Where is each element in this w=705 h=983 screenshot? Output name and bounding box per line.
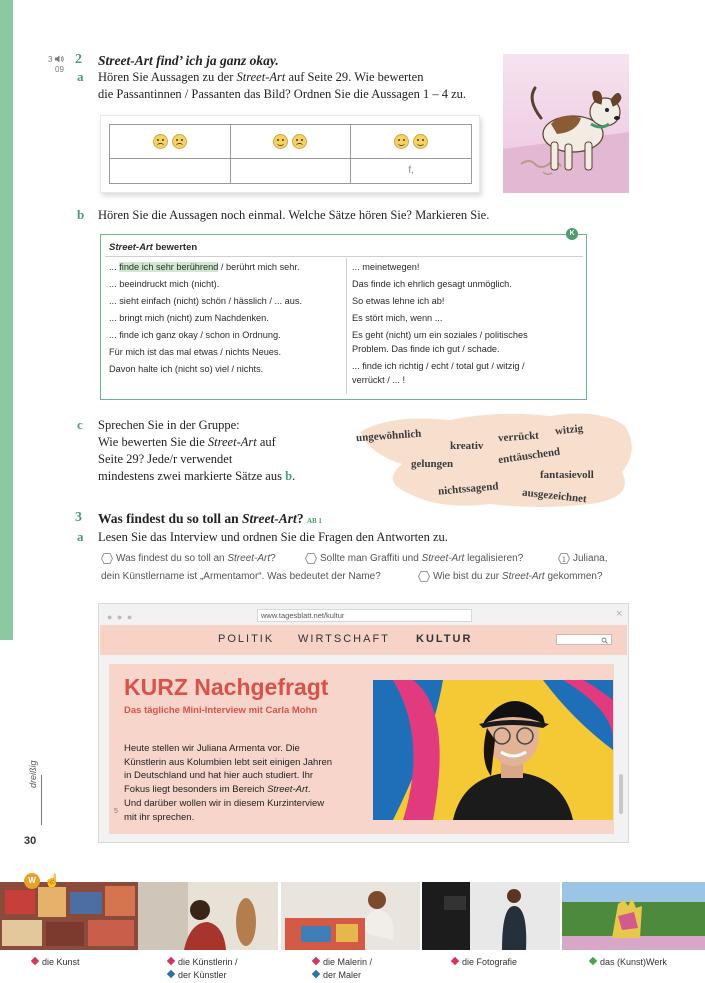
rating-answer-cell[interactable] — [110, 158, 231, 183]
phrase-item[interactable]: ... beeindruckt mich (nicht). — [109, 279, 220, 289]
question-option-3-continued: dein Künstlername ist „Armentamor“. Was bedeutet der Name? — [101, 571, 381, 582]
masculine-marker-icon — [167, 970, 175, 978]
phrase-list-left — [109, 260, 302, 376]
exercise-3-title: Was findest du so toll an Street-Art? AB 1 — [98, 511, 322, 526]
rating-table — [100, 115, 480, 193]
word-enttaeuschend: enttäuschend — [497, 445, 561, 467]
hexagon-answer-field-icon[interactable] — [418, 571, 430, 582]
highlighted-phrase: finde ich sehr berührend — [119, 262, 219, 272]
phrase-item[interactable]: ... finde ich ganz okay / schon in Ordnung. — [109, 330, 281, 340]
word-fantasievoll: fantasievoll — [540, 469, 594, 481]
exercise-3a-letter: a — [77, 529, 84, 544]
vocab-item-kunstwerk: das (Kunst)Werk — [590, 956, 667, 969]
instruction-line-1: Hören Sie Aussagen zu der Street-Art auf Seite 29. Wie bewerten — [98, 70, 424, 84]
close-icon[interactable]: × — [616, 608, 623, 620]
instruction-line-4: mindestens zwei markierte Sätze aus b. — [98, 469, 296, 483]
article-body: Heute stellen wir Juliana Armenta vor. Die Künstlerin aus Kolumbien lebt seit einigen Jahren in Deutschland und hat hier auch studiert. Ihr Fokus liegt besonders im Bereich Street-Art. Und darüber wollen wir in diesem Kurzinterview mit ihr sprechen. — [124, 743, 333, 823]
vocab-item-fotografie: die Fotografie — [452, 956, 517, 969]
phrase-item[interactable]: So etwas lehne ich ab! — [352, 296, 445, 306]
phrase-box-column-divider — [346, 258, 347, 394]
question-option-1[interactable]: Was findest du so toll an Street-Art? — [101, 553, 276, 564]
sad-face-icon — [172, 134, 187, 149]
kompetenz-badge: K — [566, 228, 578, 240]
line-number: 5 — [114, 808, 118, 815]
word-gelungen: gelungen — [411, 458, 454, 470]
wortschatz-badge: W — [24, 873, 40, 889]
exercise-2a-letter: a — [77, 69, 84, 84]
word-witzig: witzig — [554, 422, 584, 438]
chapter-color-bar — [0, 0, 13, 640]
phrase-item[interactable]: Das finde ich ehrlich gesagt unmöglich. — [352, 279, 512, 289]
sad-face-icon — [153, 134, 168, 149]
side-divider — [41, 775, 42, 825]
happy-face-icon — [394, 134, 409, 149]
rating-header-positive — [351, 125, 472, 159]
phrase-box-title: Street-Art bewerten — [109, 242, 198, 253]
hexagon-answer-field-icon[interactable] — [305, 553, 317, 564]
vocab-photo-malerin — [281, 882, 420, 950]
question-option-4[interactable]: Wie bist du zur Street-Art gekommen? — [418, 571, 603, 582]
rating-header-negative — [110, 125, 231, 159]
instruction-line-1: Sprechen Sie in der Gruppe: — [98, 418, 240, 432]
feminine-marker-icon — [167, 957, 175, 965]
window-dots-icon: ● ● ● — [107, 612, 134, 622]
arbeitsbuch-reference[interactable]: AB 1 — [306, 517, 322, 525]
exercise-2-number: 2 — [75, 52, 82, 67]
phrase-box-street-art-bewerten — [100, 234, 587, 400]
browser-window — [98, 603, 629, 843]
example-answer-mark: f, — [408, 165, 414, 177]
phrase-item[interactable]: Für mich ist das mal etwas / nichts Neues. — [109, 347, 282, 357]
happy-face-icon — [273, 134, 288, 149]
site-search-input[interactable] — [556, 634, 612, 645]
street-art-dog-illustration — [503, 54, 629, 193]
phrase-item[interactable]: Es geht (nicht) um ein soziales / politisches Problem. Das finde ich gut / schade. — [352, 330, 528, 354]
exercise-2b-letter: b — [77, 207, 85, 222]
article-subheadline: Das tägliche Mini-Interview mit Carla Mohn — [124, 705, 318, 716]
article-headline: KURZ Nachgefragt — [124, 674, 329, 700]
word-kreativ: kreativ — [450, 440, 484, 452]
rating-answer-cell[interactable] — [230, 158, 351, 183]
vocab-photo-fotografie — [422, 882, 560, 950]
audio-track[interactable] — [48, 55, 64, 75]
question-option-3[interactable]: 1 Juliana, — [558, 553, 607, 564]
phrase-item[interactable]: Es stört mich, wenn ... — [352, 313, 443, 323]
word-cloud-background — [350, 410, 635, 510]
exercise-2c-instruction — [98, 417, 348, 485]
instruction-line-3: Seite 29? Jede/r verwendet — [98, 452, 233, 466]
audio-track-number: 09 — [55, 65, 64, 74]
happy-face-icon — [413, 134, 428, 149]
exercise-3-number: 3 — [75, 510, 82, 525]
page-number: 30 — [24, 835, 37, 847]
exercise-2-title: Street-Art find’ ich ja ganz okay. — [98, 53, 279, 68]
instruction-line-2: Wie bewerten Sie die Street-Art auf — [98, 435, 276, 449]
search-icon[interactable] — [601, 637, 608, 644]
speaker-icon — [55, 55, 64, 63]
word-verrueckt: verrückt — [497, 429, 540, 445]
exercise-2a-instruction — [98, 69, 498, 103]
phrase-item[interactable]: ... finde ich sehr berührend / berührt mich sehr. — [109, 262, 300, 272]
vocab-item-kuenstler: die Künstlerin / der Künstler — [168, 956, 238, 982]
artist-portrait-photo — [373, 680, 613, 820]
exercise-2b-instruction: Hören Sie die Aussagen noch einmal. Welche Sätze hören Sie? Markieren Sie. — [98, 208, 490, 222]
phrase-item[interactable]: ... sieht einfach (nicht) schön / hässlich / ... aus. — [109, 296, 303, 306]
sad-face-icon — [292, 134, 307, 149]
vocab-photo-kunst — [0, 882, 138, 950]
phrase-item[interactable]: ... bringt mich (nicht) zum Nachdenken. — [109, 313, 269, 323]
rating-header-mixed — [230, 125, 351, 159]
phrase-item[interactable]: ... finde ich richtig / echt / total gut / witzig / verrückt / ... ! — [352, 361, 525, 385]
audio-cd-number: 3 — [48, 55, 53, 64]
svg-text:1: 1 — [562, 556, 566, 564]
phrase-box-divider — [105, 256, 583, 257]
vocab-item-kunst: die Kunst — [32, 956, 80, 969]
vocab-photo-kuenstlerin — [138, 882, 278, 950]
question-option-2[interactable]: Sollte man Graffiti und Street-Art legalisieren? — [305, 553, 523, 564]
address-bar[interactable]: www.tagesblatt.net/kultur — [257, 609, 472, 622]
vocab-item-maler: die Malerin / der Maler — [313, 956, 372, 982]
reference-b: b — [285, 469, 293, 483]
site-navigation — [100, 625, 627, 655]
exercise-2c-letter: c — [77, 417, 83, 432]
rating-answer-cell[interactable] — [351, 158, 472, 183]
scrollbar[interactable] — [619, 774, 623, 814]
exercise-3a-instruction: Lesen Sie das Interview und ordnen Sie die Fragen den Antworten zu. — [98, 530, 448, 544]
page-number-word: dreißig — [28, 760, 38, 788]
masculine-marker-icon — [312, 970, 320, 978]
word-nichtssagend: nichtssagend — [437, 480, 499, 498]
phrase-item[interactable]: ... meinetwegen! — [352, 262, 420, 272]
nav-politik[interactable]: POLITIK — [218, 633, 275, 645]
neuter-marker-icon — [589, 957, 597, 965]
instruction-line-2: die Passantinnen / Passanten das Bild? Ordnen Sie die Aussagen 1 – 4 zu. — [98, 87, 466, 101]
word-ausgezeichnet: ausgezeichnet — [521, 486, 588, 506]
feminine-marker-icon — [31, 957, 39, 965]
vocab-photo-kunstwerk — [562, 882, 705, 950]
hexagon-answer-field-icon — [558, 553, 570, 564]
phrase-item[interactable]: Davon halte ich (nicht so) viel / nichts. — [109, 364, 264, 374]
chapter-color-bar-tip — [0, 620, 13, 640]
hexagon-answer-field-icon[interactable] — [101, 553, 113, 564]
nav-kultur[interactable]: KULTUR — [416, 633, 473, 645]
feminine-marker-icon — [312, 957, 320, 965]
adjective-word-cloud — [350, 410, 635, 510]
nav-wirtschaft[interactable]: WIRTSCHAFT — [298, 633, 390, 645]
phrase-list-right — [352, 260, 528, 387]
feminine-marker-icon — [451, 957, 459, 965]
hand-touch-icon: ☝ — [44, 873, 61, 888]
word-ungewoehnlich: ungewöhnlich — [355, 427, 422, 445]
